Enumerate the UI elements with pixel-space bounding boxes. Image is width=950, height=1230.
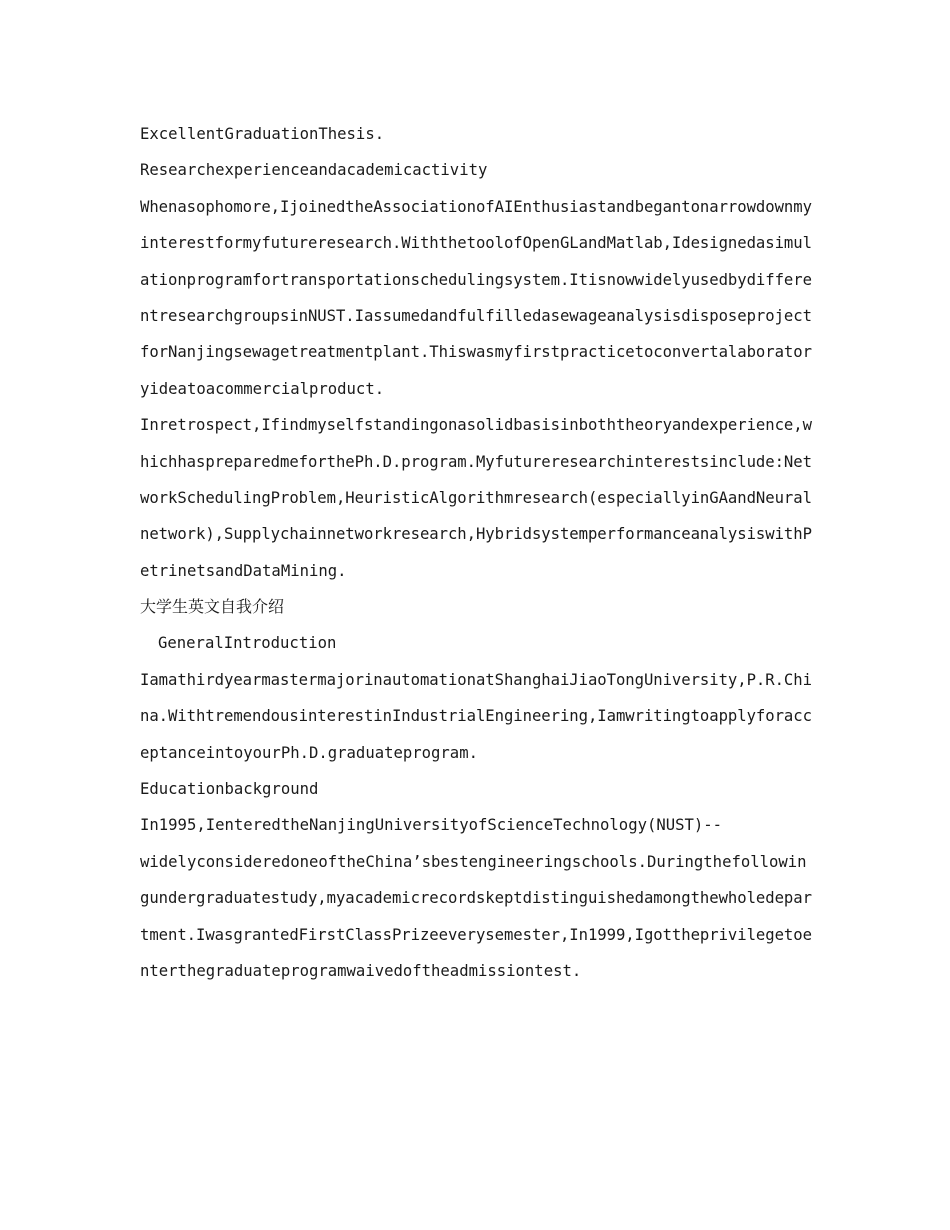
text-line: ationprogramfortransportationschedulingsystem.Itisnowwidelyusedbydiffere	[140, 270, 812, 289]
text-line: ntresearchgroupsinNUST.Iassumedandfulfilledasewageanalysisdisposeproject	[140, 306, 812, 325]
document-body	[140, 116, 812, 989]
text-line: workSchedulingProblem,HeuristicAlgorithmresearch(especiallyinGAandNeural	[140, 488, 812, 507]
section-heading-research: Researchexperienceandacademicactivity	[140, 161, 488, 180]
chinese-title: 大学生英文自我介绍	[140, 597, 285, 617]
text-line: Whenasophomore,IjoinedtheAssociationofAIEnthusiastandbegantonarrowdownmy	[140, 197, 812, 216]
text-line: In1995,IenteredtheNanjingUniversityofScienceTechnology(NUST)--	[140, 816, 723, 835]
text-line: yideatoacommercialproduct.	[140, 379, 385, 398]
text-line: widelyconsideredoneoftheChina’sbestengineeringschools.Duringthefollowin	[140, 852, 807, 871]
text-line: nterthegraduateprogramwaivedoftheadmissiontest.	[140, 961, 582, 980]
section-heading-general-introduction: GeneralIntroduction	[158, 634, 337, 653]
text-line: hichhaspreparedmeforthePh.D.program.Myfutureresearchinterestsinclude:Net	[140, 452, 812, 471]
text-line: Inretrospect,Ifindmyselfstandingonasolidbasisinboththeoryandexperience,w	[140, 416, 812, 435]
section-heading-education: Educationbackground	[140, 780, 319, 799]
text-line: interestformyfutureresearch.WiththetoolofOpenGLandMatlab,Idesignedasimul	[140, 234, 812, 253]
text-line: eptanceintoyourPh.D.graduateprogram.	[140, 743, 478, 762]
text-line: tment.IwasgrantedFirstClassPrizeeverysemester,In1999,Igottheprivilegetoe	[140, 925, 812, 944]
text-line: na.WithtremendousinterestinIndustrialEngineering,Iamwritingtoapplyforacc	[140, 707, 812, 726]
text-line: etrinetsandDataMining.	[140, 561, 347, 580]
text-line: ExcellentGraduationThesis.	[140, 125, 385, 143]
text-line: network),Supplychainnetworkresearch,HybridsystemperformanceanalysiswithP	[140, 525, 812, 544]
text-line: gundergraduatestudy,myacademicrecordskeptdistinguishedamongthewholedepar	[140, 889, 812, 908]
text-line: IamathirdyearmastermajorinautomationatShanghaiJiaoTongUniversity,P.R.Chi	[140, 670, 812, 689]
text-line: forNanjingsewagetreatmentplant.Thiswasmyfirstpracticetoconvertalaborator	[140, 343, 812, 362]
